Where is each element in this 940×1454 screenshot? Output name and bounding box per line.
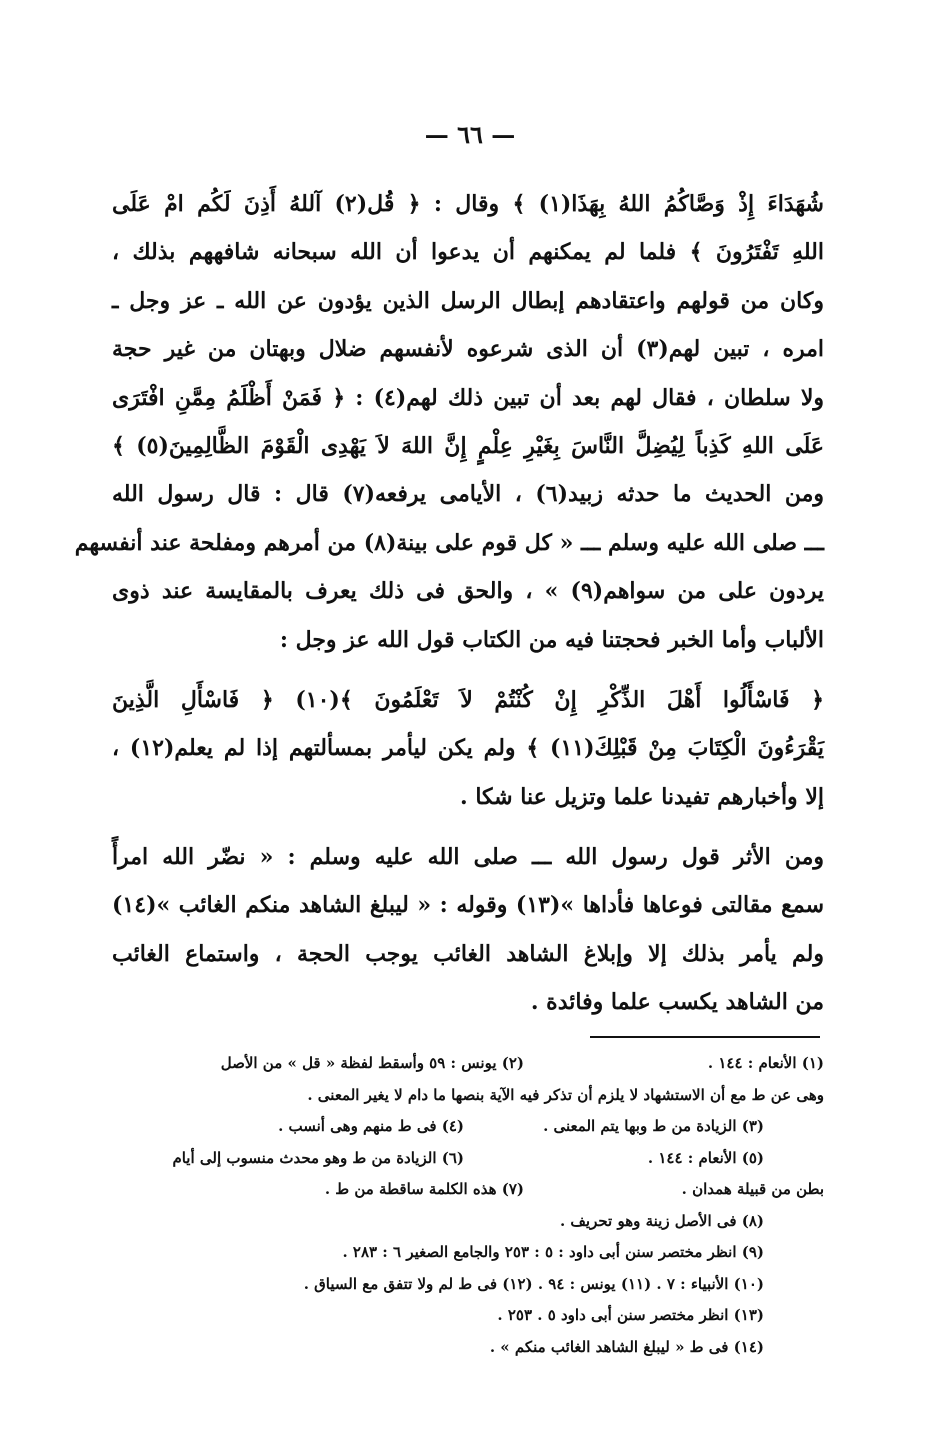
main-text [74, 180, 825, 1027]
text-line: اللهِ تَفْتَرُونَ ﴾ فلما لم يمكنهم أن يدعوا أن الله سبحانه شافههم بذلك ، [112, 239, 824, 266]
text-line: ولا سلطان ، فقال لهم بعد أن تبين ذلك لهم(٤) : ﴿ فَمَنْ أَظْلَمُ مِمَّنِ افْتَرَى [112, 384, 825, 411]
footnote: وهى عن ط مع أن الاستشهاد لا يلزم أن تذكر فيه الآية بنصها ما دام لا يغير المعنى . [307, 1085, 824, 1104]
footnote: (٣) الزيادة من ط وبها يتم المعنى . [543, 1117, 764, 1135]
text-line: سمع مقالتى فوعاها فأداها »(١٣) وقوله : « ليبلغ الشاهد منكم الغائب »(١٤) [112, 892, 824, 919]
footnote: (٢) يونس : ٥٩ وأسقط لفظة « قل » من الأصل [220, 1054, 524, 1072]
text-line: من الشاهد يكسب علما وفائدة . [530, 989, 824, 1016]
footnote-row [112, 1174, 824, 1206]
text-line: وكان من قولهم واعتقادهم إبطال الرسل الذين يؤدون عن الله ـ عز وجل ـ [112, 287, 824, 314]
footnote: (١٤) فى ط « ليبلغ الشاهد الغائب منكم » . [489, 1337, 764, 1356]
footnote: (١٠) الأنبياء : ٧ . (١١) يونس : ٩٤ . (١٢) فى ط لم ولا تتفق مع السياق . [303, 1274, 764, 1293]
text-line: الألباب وأما الخبر فحجتنا فيه من الكتاب قول الله عز وجل : [279, 626, 824, 653]
footnote-row [112, 1048, 824, 1080]
footnote: (٧) هذه الكلمة ساقطة من ط . [324, 1180, 524, 1198]
footnote: (٩) انظر مختصر سنن أبى داود : ٥ : ٢٥٣ والجامع الصغير ٦ : ٢٨٣ . [342, 1243, 764, 1261]
text-line: يَقْرَءُونَ الْكِتَابَ مِنْ قَبْلِكَ(١١) ﴾ ولم يكن ليأمر بمسألتهم إذا لم يعلم(١٢) ، [112, 735, 825, 762]
footnote: (٥) الأنعام : ١٤٤ . [647, 1148, 764, 1167]
footnote: بطن من قبيلة همدان . [681, 1180, 824, 1198]
text-line: إلا وأخبارهم تفيدنا علما وتزيل عنا شكا . [460, 783, 824, 810]
text-line: شُهَدَاءَ إِذْ وَصَّاكُمُ اللهُ بِهَذَا(١) ﴾ وقال : ﴿ قُل(٢) آللهُ أَذِنَ لَكُم امْ عَلَى [112, 191, 824, 217]
footnote-separator [590, 1036, 820, 1038]
text-line: ولم يأمر بذلك إلا وإبلاغ الشاهد الغائب يوجب الحجة ، واستماع الغائب [112, 940, 824, 967]
footnote: (٤) فى ط منهم وهى أنسب . [278, 1117, 464, 1135]
footnote-row [112, 1111, 824, 1143]
footnotes [112, 1048, 824, 1363]
text-line: امره ، تبين لهم(٣) أن الذى شرعوه لأنفسهم ضلال وبهتان من غير حجة [112, 336, 825, 363]
page-number: — ٦٦ — [424, 120, 516, 149]
text-line: يردون على من سواهم(٩) » ، والحق فى ذلك يعرف بالمقايسة عند ذوى [112, 578, 824, 605]
footnote: (٨) فى الأصل زينة وهو تحريف . [559, 1211, 764, 1230]
footnote: (١) الأنعام : ١٤٤ . [707, 1054, 824, 1072]
text-line: عَلَى اللهِ كَذِباً لِيُضِلَّ النَّاسَ بِغَيْرِ عِلْمٍ إِنَّ اللهَ لاَ يَهْدِى الْقَوْمَ الظَّالِمِينَ(٥) ﴾ [112, 432, 824, 459]
text-line: ومن الحديث ما حدثه زبيد(٦) ، الأيامى يرفعه(٧) قال : قال رسول الله [112, 481, 824, 508]
footnote-row [112, 1143, 824, 1175]
text-line: ومن الأثر قول رسول الله ـــ صلى الله عليه وسلم : « نضّر الله امرأً [112, 844, 824, 871]
text-line: ﴿ فَاسْأَلُوا أَهْلَ الذِّكْرِ إِنْ كُنْتُمْ لاَ تَعْلَمُونَ ﴾(١٠) ﴿ فَاسْأَلِ الَّذِينَ [112, 686, 824, 713]
footnote: (٦) الزيادة من ط وهو محدث منسوب إلى أيام [172, 1148, 464, 1167]
text-line: ـــ صلى الله عليه وسلم ـــ « كل قوم على بينة(٨) من أمرهم ومفلحة عند أنفسهم [74, 529, 824, 556]
footnote: (١٣) انظر مختصر سنن أبى داود ٥ . ٢٥٣ . [497, 1306, 764, 1324]
